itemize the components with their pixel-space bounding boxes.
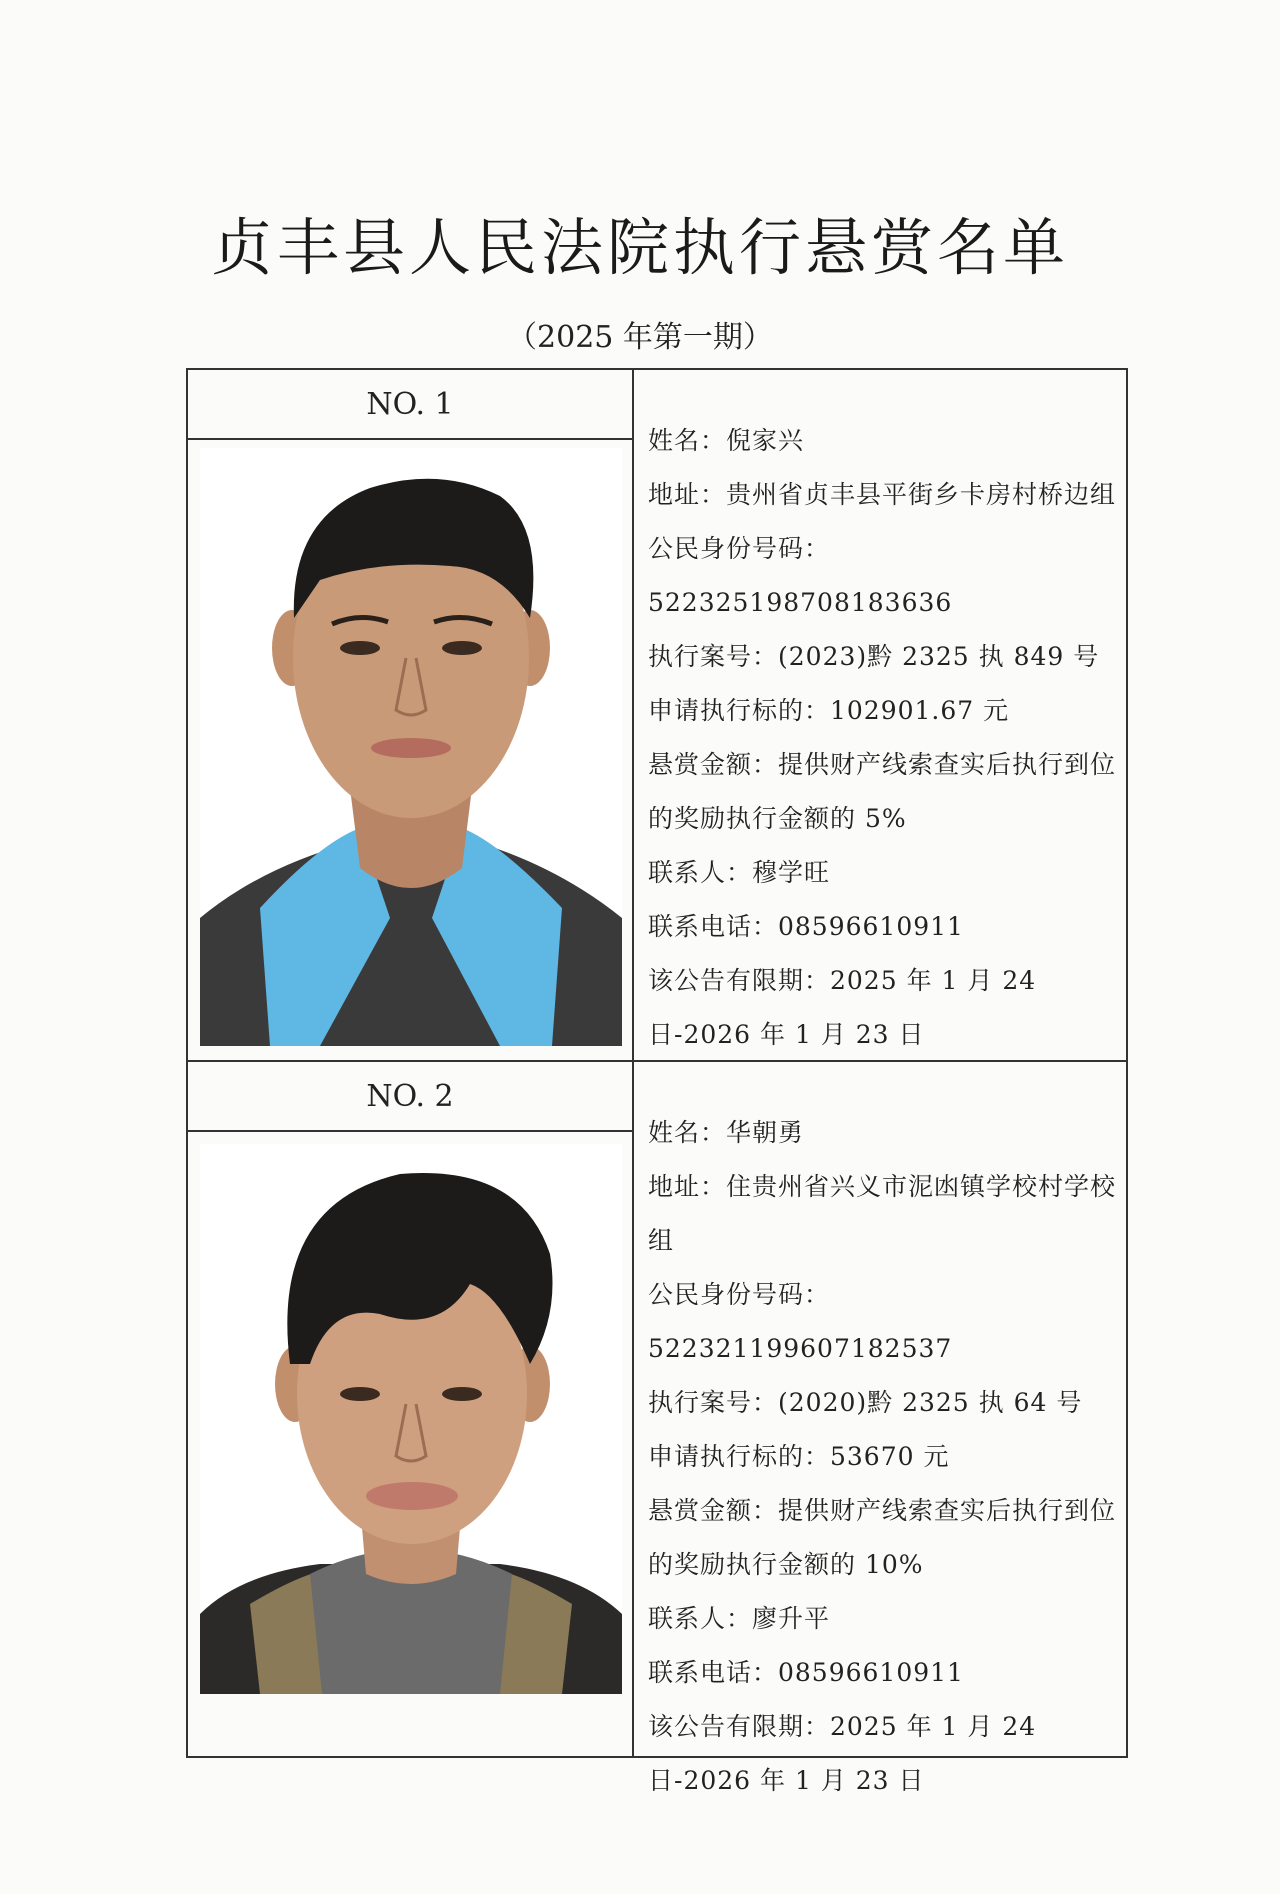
issue-subtitle: （2025 年第一期）	[507, 320, 773, 355]
entry-number: NO. 2	[188, 1062, 632, 1132]
entry-info	[648, 414, 1116, 1062]
validity-line: 该公告有限期：2025 年 1 月 24 日-2026 年 1 月 23 日	[648, 1712, 1037, 1795]
entry-1	[188, 370, 1126, 1060]
enforcement-amount-line: 申请执行标的：102901.67 元	[648, 696, 1010, 725]
portrait-photo-1	[200, 448, 622, 1046]
enforcement-amount-line: 申请执行标的：53670 元	[648, 1442, 950, 1471]
entry-info	[648, 1106, 1116, 1808]
name-line: 姓名：倪家兴	[648, 426, 805, 455]
address-line: 地址：贵州省贞丰县平街乡卡房村桥边组	[648, 480, 1117, 509]
photo-column	[188, 1062, 634, 1758]
entry-2	[188, 1060, 1126, 1795]
entry-number: NO. 1	[188, 370, 632, 440]
id-number-line: 公民身份号码：522325198708183636	[648, 534, 953, 617]
reward-line: 悬赏金额：提供财产线索查实后执行到位的奖励执行金额的 10%	[648, 1496, 1117, 1579]
name-line: 姓名：华朝勇	[648, 1118, 805, 1147]
page-title: 贞丰县人民法院执行悬赏名单	[210, 211, 1069, 284]
contact-person-line: 联系人：穆学旺	[648, 858, 831, 887]
contact-person-line: 联系人：廖升平	[648, 1604, 831, 1633]
wanted-list-table	[186, 368, 1128, 1795]
photo-column	[188, 370, 634, 1060]
reward-line: 悬赏金额：提供财产线索查实后执行到位的奖励执行金额的 5%	[648, 750, 1117, 833]
contact-phone-line: 联系电话：08596610911	[648, 912, 964, 941]
validity-line: 该公告有限期：2025 年 1 月 24 日-2026 年 1 月 23 日	[648, 966, 1037, 1049]
case-number-line: 执行案号：(2023)黔 2325 执 849 号	[648, 642, 1100, 671]
portrait-photo-2	[200, 1144, 622, 1694]
id-number-line: 公民身份号码：522321199607182537	[648, 1280, 953, 1363]
address-line: 地址：住贵州省兴义市泥凼镇学校村学校组	[648, 1172, 1117, 1255]
contact-phone-line: 联系电话：08596610911	[648, 1658, 964, 1687]
case-number-line: 执行案号：(2020)黔 2325 执 64 号	[648, 1388, 1083, 1417]
